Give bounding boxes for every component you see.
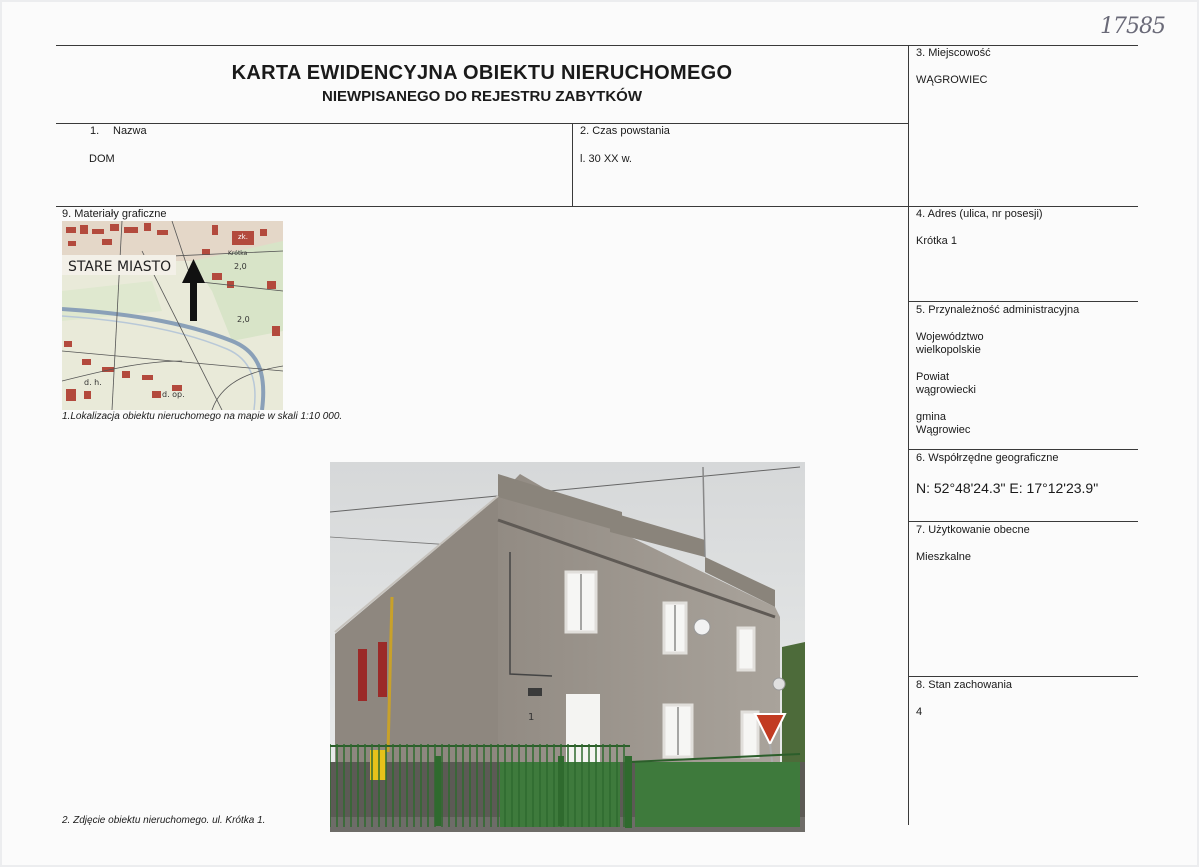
coordinates-value: N: 52°48'24.3" E: 17°12'23.9" xyxy=(916,480,1099,496)
frame-line-condition xyxy=(908,676,1138,677)
admin-label: 5. Przynależność administracyjna xyxy=(916,304,1080,316)
frame-line-admin xyxy=(908,301,1138,302)
frame-line-graphics xyxy=(56,206,1138,207)
frame-line-right-column xyxy=(908,45,909,825)
name-number: 1. xyxy=(90,125,100,137)
commune-value: Wągrowiec xyxy=(916,424,971,436)
map-abbr-3: zk. xyxy=(238,233,248,241)
address-value: Krótka 1 xyxy=(916,235,957,247)
name-label: Nazwa xyxy=(113,125,147,137)
county-label: Powiat xyxy=(916,371,950,383)
name-value: DOM xyxy=(89,153,115,165)
usage-label: 7. Użytkowanie obecne xyxy=(916,524,1030,536)
map-abbr-2: d. op. xyxy=(162,390,185,399)
map-elevation-2: 2,0 xyxy=(237,315,250,324)
coordinates-label: 6. Współrzędne geograficzne xyxy=(916,452,1059,464)
commune-label: gmina xyxy=(916,411,946,423)
frame-line-coords xyxy=(908,449,1138,450)
photo-drawing xyxy=(330,462,805,832)
county-value: wągrowiecki xyxy=(916,384,976,396)
frame-line-usage xyxy=(908,521,1138,522)
house-number: 1 xyxy=(528,712,535,723)
card-title: KARTA EWIDENCYJNA OBIEKTU NIERUCHOMEGO xyxy=(231,62,733,84)
condition-label: 8. Stan zachowania xyxy=(916,679,1013,691)
frame-line-top xyxy=(56,45,1138,46)
map-abbr-1: d. h. xyxy=(84,378,102,387)
frame-line-date xyxy=(572,123,573,206)
voivodeship-label: Województwo xyxy=(916,331,984,343)
photo-caption: 2. Zdjęcie obiektu nieruchomego. ul. Krótka 1. xyxy=(62,815,266,826)
graphics-label: 9. Materiały graficzne xyxy=(62,208,167,220)
map-area-label: STARE MIASTO xyxy=(68,259,172,275)
locality-value: WĄGROWIEC xyxy=(916,74,988,86)
building-photo xyxy=(330,462,805,832)
date-value: l. 30 XX w. xyxy=(580,153,632,165)
map-street-label: Krótka xyxy=(228,250,248,257)
map-caption: 1.Lokalizacja obiektu nieruchomego na mapie w skali 1:10 000. xyxy=(62,411,343,422)
map-drawing xyxy=(62,221,283,410)
card-subtitle: NIEWPISANEGO DO REJESTRU ZABYTKÓW xyxy=(321,88,643,105)
map-elevation-1: 2,0 xyxy=(234,262,247,271)
voivodeship-value: wielkopolskie xyxy=(916,344,981,356)
frame-line-header xyxy=(56,123,908,124)
locality-label: 3. Miejscowość xyxy=(916,47,991,59)
date-label: 2. Czas powstania xyxy=(580,125,670,137)
address-label: 4. Adres (ulica, nr posesji) xyxy=(916,208,1043,220)
archive-number: 17585 xyxy=(1100,14,1165,39)
location-map xyxy=(62,221,283,410)
condition-value: 4 xyxy=(916,706,923,718)
usage-value: Mieszkalne xyxy=(916,551,972,563)
